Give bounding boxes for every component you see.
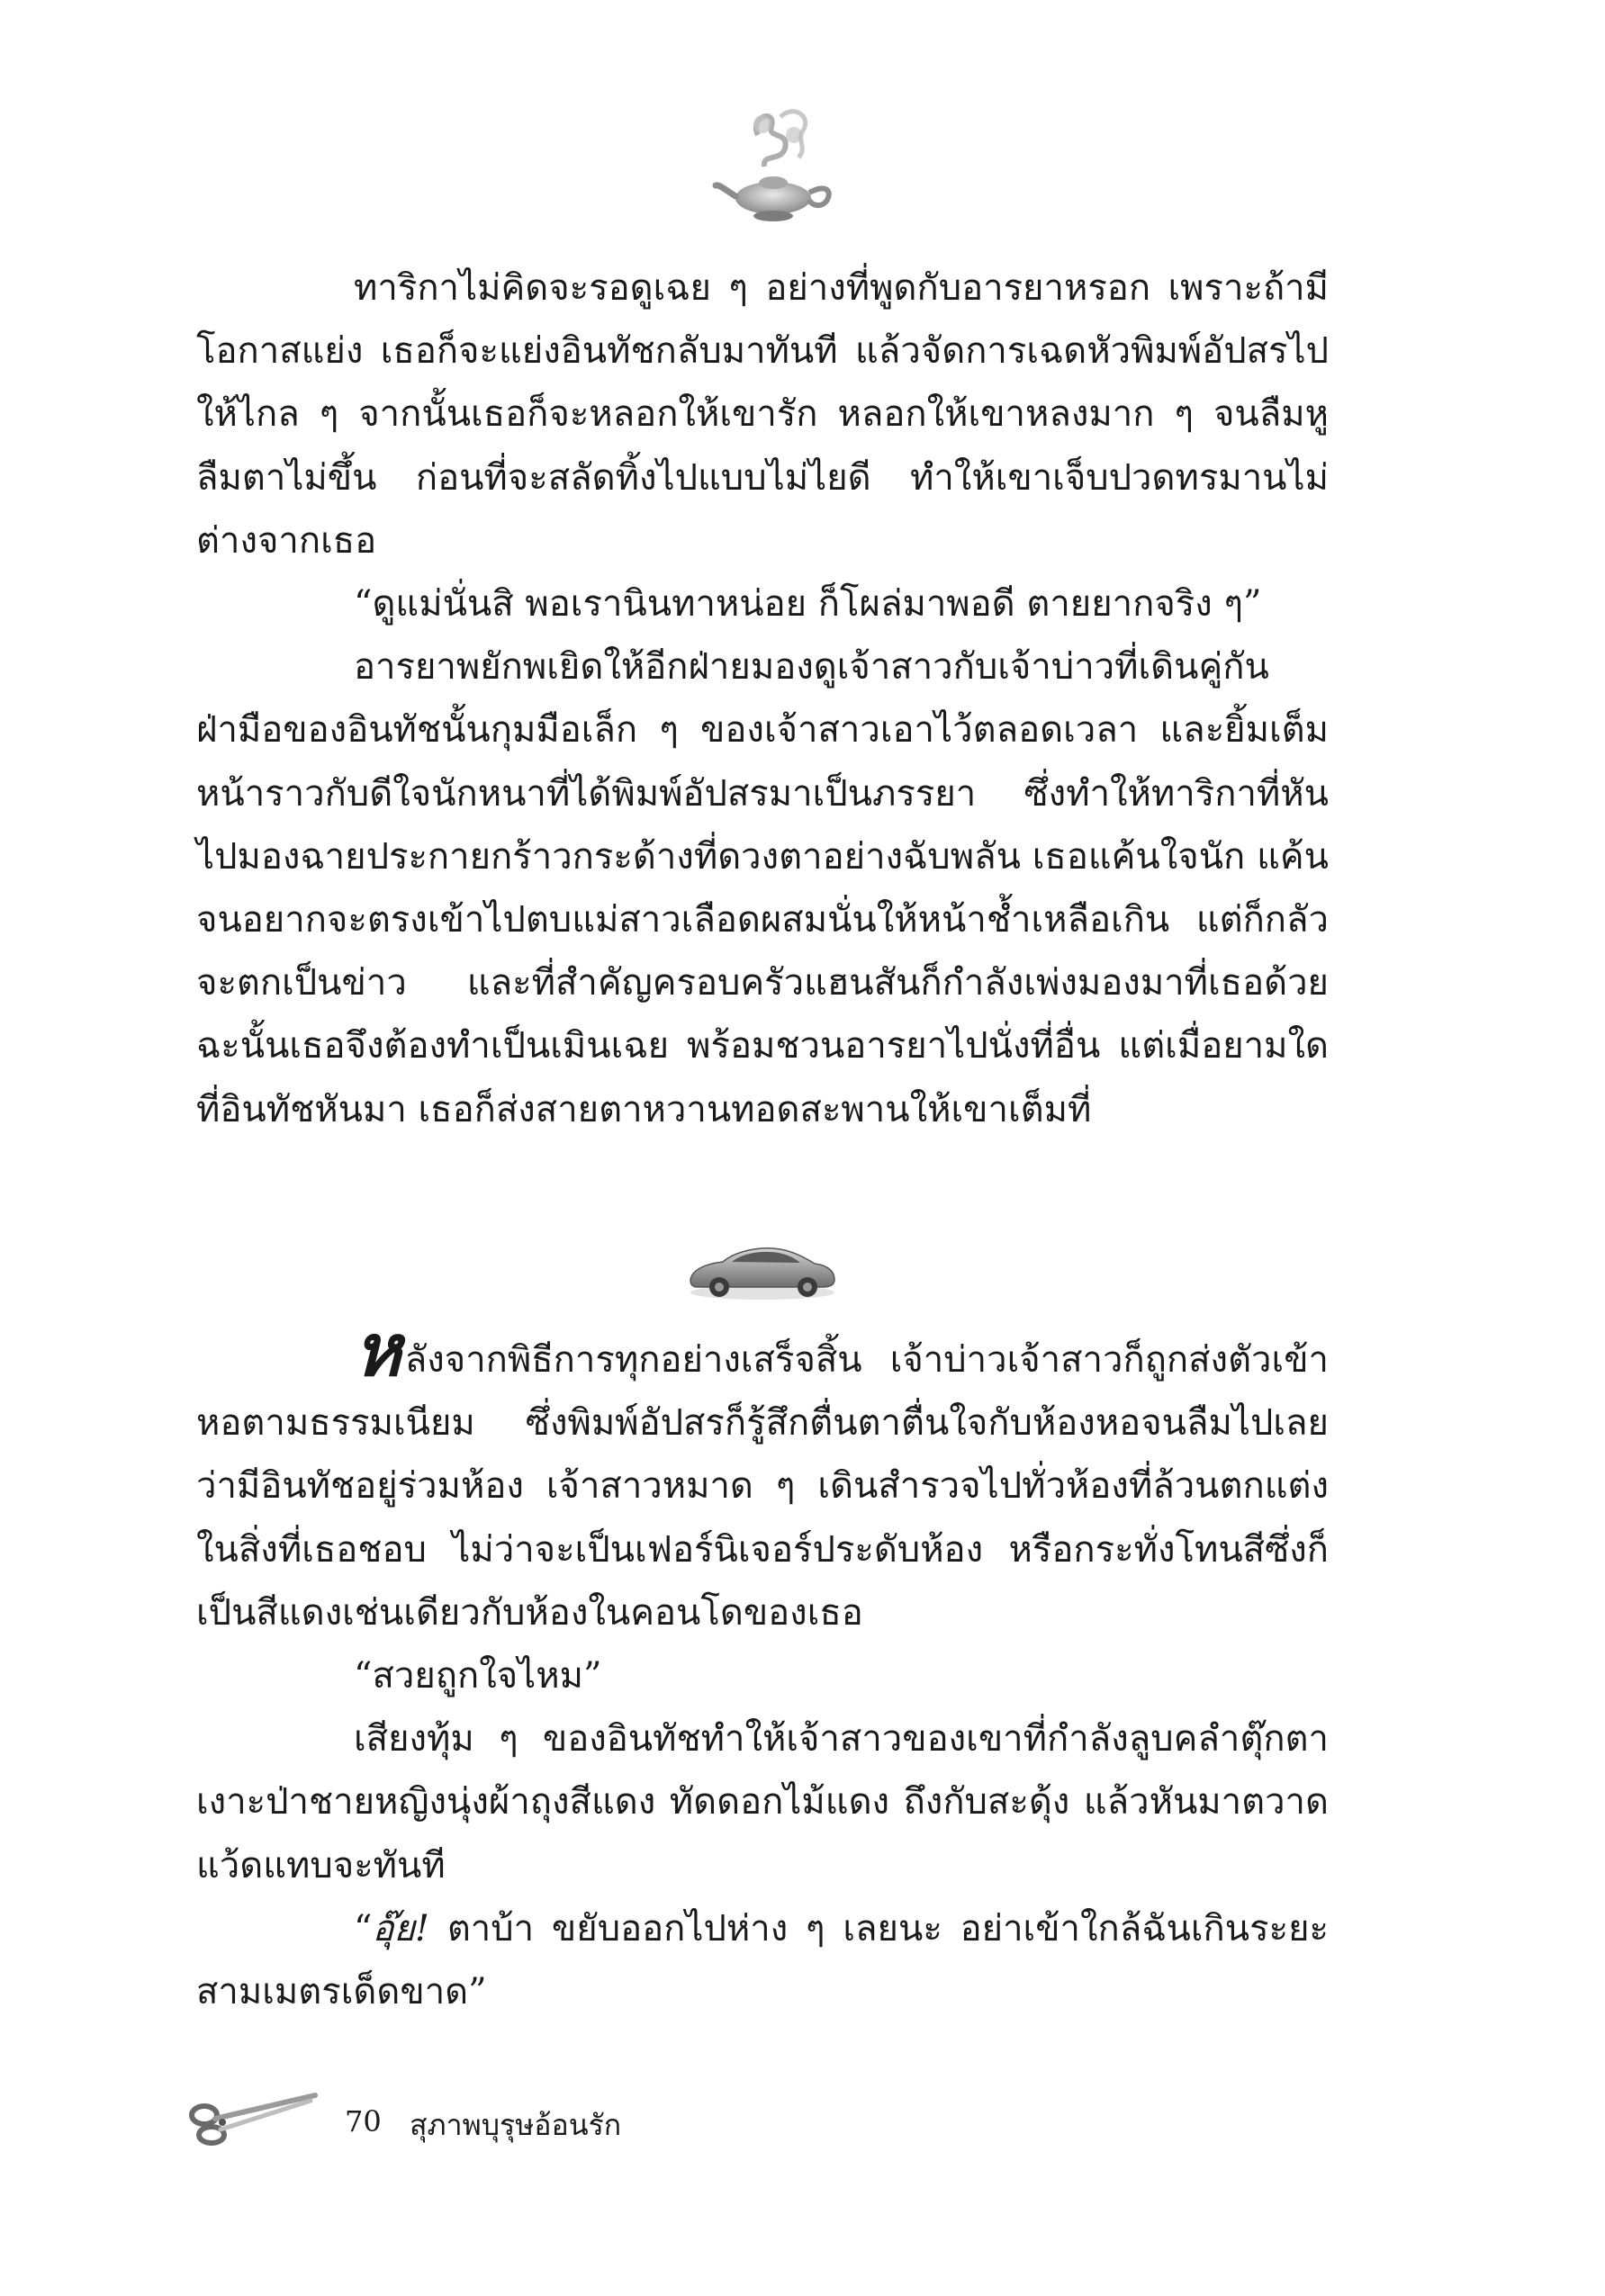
page-number: 70 [345,2104,382,2138]
text-block-bottom [196,1308,1329,2023]
car-icon [680,1233,842,1305]
paragraph-dropcap [196,1308,1329,1644]
paragraph: เสียงทุ้ม ๆ ของอินทัชทำให้เจ้าสาวของเขาที่กำลังลูบคลำตุ๊กตาเงาะป่าชายหญิงนุ่งผ้าถุงสีแดง ทัดดอกไม้แดง ถึงกับสะดุ้ง แล้วหันมาตวาดแว้ดแทบจะทันที [196,1718,1329,1886]
open-quote: “ [354,1907,373,1949]
paragraph: อารยาพยักพเยิดให้อีกฝ่ายมองดูเจ้าสาวกับเจ้าบ่าวที่เดินคู่กัน ฝ่ามือของอินทัชนั้นกุมมือเล็ก ๆ ของเจ้าสาวเอาไว้ตลอดเวลา และยิ้มเต็มหน้าราวกับดีใจนักหนาที่ได้พิมพ์อัปสรมาเป็นภรรยา ซึ่งทำให้ทาริกาที่หันไปมองฉายประกายกร้าวกระด้างที่ดวงตาอย่างฉับพลัน เธอแค้นใจนัก แค้นจนอยากจะตรงเข้าไปตบแม่สาวเลือดผสมนั่นให้หน้าช้ำเหลือเกิน แต่ก็กลัวจะตกเป็นข่าว และที่สำคัญครอบครัวแฮนสันก็กำลังเพ่งมองมาที่เธอด้วย ฉะนั้นเธอจึงต้องทำเป็นเมินเฉย พร้อมชวนอารยาไปนั่งที่อื่น แต่เมื่อยามใดที่อินทัชหันมา เธอก็ส่งสายตาหวานทอดสะพานให้เขาเต็มที่ [196,646,1329,1130]
paragraph: ทาริกาไม่คิดจะรอดูเฉย ๆ อย่างที่พูดกับอารยาหรอก เพราะถ้ามีโอกาสแย่ง เธอก็จะแย่งอินทัชกลับมาทันที แล้วจัดการเฉดหัวพิมพ์อัปสรไปให้ไกล ๆ จากนั้นเธอก็จะหลอกให้เขารัก หลอกให้เขาหลงมาก ๆ จนลืมหูลืมตาไม่ขึ้น ก่อนที่จะสลัดทิ้งไปแบบไม่ไยดี ทำให้เขาเจ็บปวดทรมานไม่ต่างจากเธอ [196,267,1329,562]
paragraph-text: ลังจากพิธีการทุกอย่างเสร็จสิ้น เจ้าบ่าวเจ้าสาวก็ถูกส่งตัวเข้าหอตามธรรมเนียม ซึ่งพิมพ์อัปสรก็รู้สึกตื่นตาตื่นใจกับห้องหอจนลืมไปเลยว่ามีอินทัชอยู่ร่วมห้อง เจ้าสาวหมาด ๆ เดินสำรวจไปทั่วห้องที่ล้วนตกแต่งในสิ่งที่เธอชอบ ไม่ว่าจะเป็นเฟอร์นิเจอร์ประดับห้อง หรือกระทั่งโทนสีซึ่งก็เป็นสีแดงเช่นเดียวกับห้องในคอนโดของเธอ [196,1339,1329,1634]
dialogue-paragraph [196,1897,1329,2023]
dialogue-paragraph: “ดูแม่นั่นสิ พอเรานินทาหน่อย ก็โผล่มาพอดี ตายยากจริง ๆ” [354,583,1262,626]
dialogue-paragraph: “สวยถูกใจไหม” [354,1655,602,1697]
exclamation-italic: อุ๊ย! [372,1907,429,1949]
book-title: สุภาพบุรุษอ้อนรัก [410,2108,622,2142]
text-block-top [196,257,1329,1141]
drop-cap: ห [354,1308,401,1392]
genie-lamp-icon [708,99,843,234]
scissors-icon [185,2088,320,2151]
page-footer [185,2088,995,2151]
dialogue-text: ตาบ้า ขยับออกไปห่าง ๆ เลยนะ อย่าเข้าใกล้ฉันเกินระยะสามเมตรเด็ดขาด” [196,1907,1329,2013]
